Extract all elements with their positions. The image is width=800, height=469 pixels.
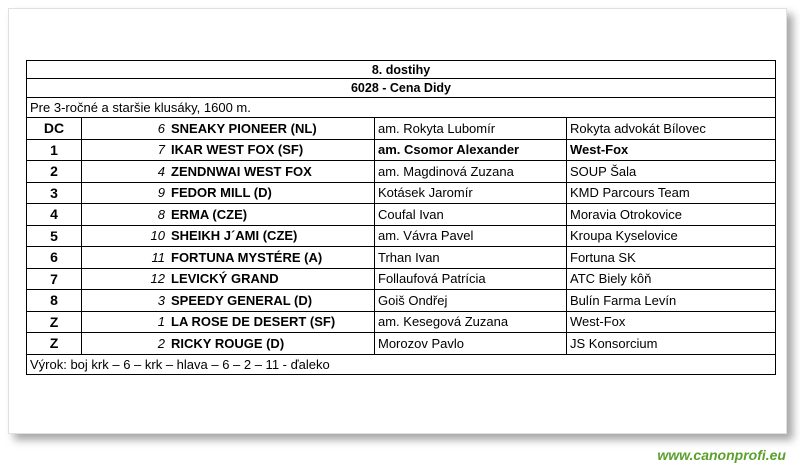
result-row	[27, 290, 776, 312]
horse-name: SHEIKH J´AMI (CZE)	[168, 225, 375, 247]
finish-place: Z	[27, 311, 82, 333]
verdict: Výrok: boj krk – 6 – krk – hlava – 6 – 2 – 11 - ďaleko	[27, 354, 776, 374]
start-number: 7	[82, 139, 169, 161]
driver-name: am. Csomor Alexander	[375, 139, 567, 161]
result-row	[27, 118, 776, 140]
start-number: 4	[82, 161, 169, 183]
race-title: 6028 - Cena Didy	[27, 79, 776, 98]
watermark: www.canonprofi.eu	[657, 447, 786, 463]
result-row	[27, 225, 776, 247]
start-number: 12	[82, 268, 169, 290]
result-row	[27, 311, 776, 333]
driver-name: Coufal Ivan	[375, 204, 567, 226]
driver-name: Kotásek Jaromír	[375, 182, 567, 204]
owner-name: West-Fox	[567, 311, 776, 333]
start-number: 8	[82, 204, 169, 226]
start-number: 6	[82, 118, 169, 140]
result-row	[27, 268, 776, 290]
finish-place: 5	[27, 225, 82, 247]
driver-name: am. Rokyta Lubomír	[375, 118, 567, 140]
driver-name: Follaufová Patrícia	[375, 268, 567, 290]
result-row	[27, 333, 776, 355]
finish-place: 1	[27, 139, 82, 161]
race-conditions: Pre 3-ročné a staršie klusáky, 1600 m.	[27, 98, 776, 118]
finish-place: 8	[27, 290, 82, 312]
finish-place: 4	[27, 204, 82, 226]
driver-name: Trhan Ivan	[375, 247, 567, 269]
driver-name: Goiš Ondřej	[375, 290, 567, 312]
owner-name: Kroupa Kyselovice	[567, 225, 776, 247]
horse-name: RICKY ROUGE (D)	[168, 333, 375, 355]
horse-name: ZENDNWAI WEST FOX	[168, 161, 375, 183]
owner-name: Fortuna SK	[567, 247, 776, 269]
driver-name: am. Kesegová Zuzana	[375, 311, 567, 333]
owner-name: Bulín Farma Levín	[567, 290, 776, 312]
result-row	[27, 161, 776, 183]
finish-place: 2	[27, 161, 82, 183]
finish-place: DC	[27, 118, 82, 140]
owner-name: Rokyta advokát Bílovec	[567, 118, 776, 140]
race-number: 8. dostihy	[27, 61, 776, 79]
owner-name: KMD Parcours Team	[567, 182, 776, 204]
horse-name: SPEEDY GENERAL (D)	[168, 290, 375, 312]
verdict-row	[27, 354, 776, 374]
result-row	[27, 139, 776, 161]
finish-place: 3	[27, 182, 82, 204]
horse-name: LEVICKÝ GRAND	[168, 268, 375, 290]
finish-place: 6	[27, 247, 82, 269]
start-number: 2	[82, 333, 169, 355]
result-row	[27, 204, 776, 226]
finish-place: 7	[27, 268, 82, 290]
owner-name: SOUP Šala	[567, 161, 776, 183]
driver-name: am. Vávra Pavel	[375, 225, 567, 247]
result-row	[27, 182, 776, 204]
start-number: 10	[82, 225, 169, 247]
start-number: 1	[82, 311, 169, 333]
result-row	[27, 247, 776, 269]
start-number: 3	[82, 290, 169, 312]
horse-name: FORTUNA MYSTÉRE (A)	[168, 247, 375, 269]
horse-name: LA ROSE DE DESERT (SF)	[168, 311, 375, 333]
driver-name: Morozov Pavlo	[375, 333, 567, 355]
race-results-table	[26, 60, 776, 375]
finish-place: Z	[27, 333, 82, 355]
start-number: 11	[82, 247, 169, 269]
driver-name: am. Magdinová Zuzana	[375, 161, 567, 183]
race-conditions-row	[27, 98, 776, 118]
race-title-row	[27, 79, 776, 98]
race-number-row	[27, 61, 776, 79]
horse-name: FEDOR MILL (D)	[168, 182, 375, 204]
owner-name: ATC Biely kôň	[567, 268, 776, 290]
owner-name: Moravia Otrokovice	[567, 204, 776, 226]
owner-name: West-Fox	[567, 139, 776, 161]
horse-name: ERMA (CZE)	[168, 204, 375, 226]
horse-name: SNEAKY PIONEER (NL)	[168, 118, 375, 140]
horse-name: IKAR WEST FOX (SF)	[168, 139, 375, 161]
owner-name: JS Konsorcium	[567, 333, 776, 355]
start-number: 9	[82, 182, 169, 204]
